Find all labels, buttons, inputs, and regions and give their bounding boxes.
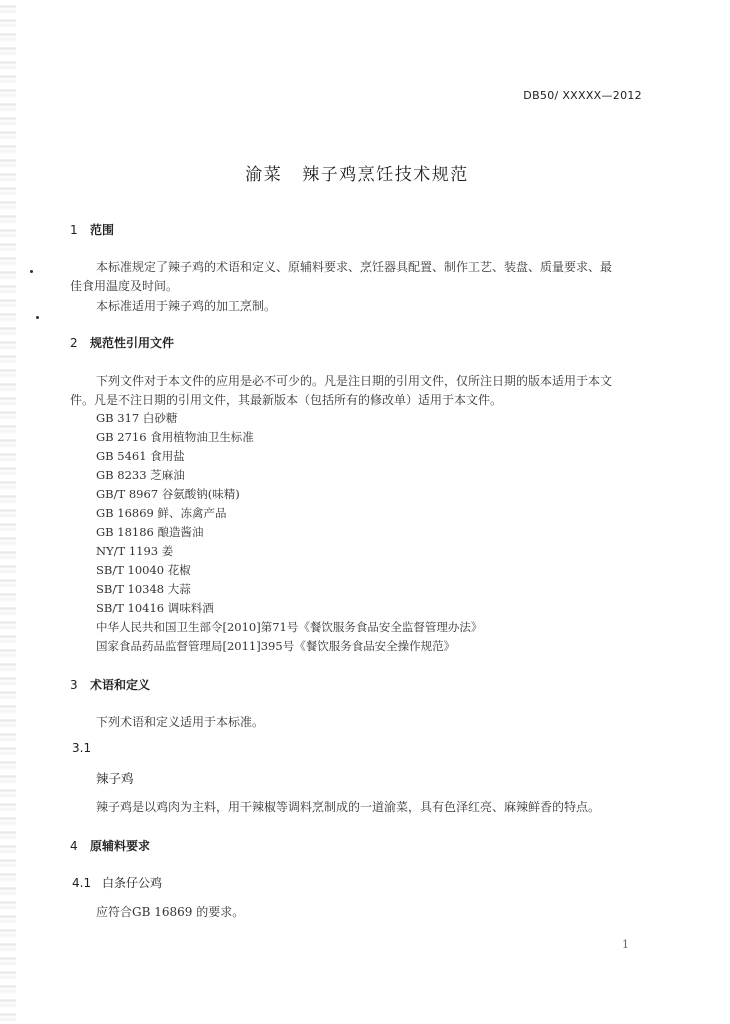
section-number: 4 [70,839,78,853]
reference-item: SB/T 10348 大蒜 [96,582,191,596]
section-number: 3 [70,678,78,692]
s1-paragraph: 本标准适用于辣子鸡的加工烹制。 [96,299,277,313]
section-title: 原辅料要求 [90,839,151,853]
reference-item: GB 16869 鲜、冻禽产品 [96,506,227,520]
reference-item: SB/T 10416 调味料酒 [96,601,214,615]
section-number: 1 [70,223,78,237]
subsection-3-1-number: 3.1 [72,741,92,755]
scan-edge-artifact [0,0,16,1024]
s2-paragraph-line: 下列文件对于本文件的应用是必不可少的。凡是注日期的引用文件，仅所注日期的版本适用于本文 [96,374,613,388]
page-title [0,160,714,185]
title-part2: 辣子鸡烹饪技术规范 [302,165,469,185]
s3-paragraph: 下列术语和定义适用于本标准。 [96,715,265,729]
s1-paragraph-line: 本标准规定了辣子鸡的术语和定义、原辅料要求、烹饪器具配置、制作工艺、装盘、质量要求、最 [96,260,613,274]
section-2-heading [70,334,174,351]
subsection-title: 白条仔公鸡 [102,876,163,890]
reference-item: GB 8233 芝麻油 [96,468,185,482]
s4-paragraph: 应符合GB 16869 的要求。 [96,905,245,919]
term-definition: 辣子鸡是以鸡肉为主料，用干辣椒等调料烹制成的一道渝菜，具有色泽红亮、麻辣鲜香的特点。 [96,800,601,814]
term-heading: 辣子鸡 [96,771,134,786]
reference-item: NY/T 1193 姜 [96,544,174,558]
reference-item: GB 2716 食用植物油卫生标准 [96,430,254,444]
reference-item: GB/T 8967 谷氨酸钠(味精) [96,487,240,501]
section-title: 范围 [90,223,115,237]
section-3-heading [70,676,150,693]
section-4-heading [70,837,150,854]
scan-speck [30,270,33,273]
section-1-heading [70,221,114,238]
reference-item: GB 18186 酿造酱油 [96,525,204,539]
reference-item: SB/T 10040 花椒 [96,563,191,577]
reference-item: 国家食品药品监督管理局[2011]395号《餐饮服务食品安全操作规范》 [96,639,456,653]
s2-paragraph-line: 件。凡是不注日期的引用文件，其最新版本（包括所有的修改单）适用于本文件。 [70,393,503,407]
section-title: 规范性引用文件 [90,336,175,350]
s1-paragraph-line: 佳食用温度及时间。 [70,279,179,293]
section-number: 2 [70,336,78,350]
reference-item: GB 317 白砂糖 [96,411,178,425]
title-part1: 渝菜 [245,165,283,185]
reference-item: GB 5461 食用盐 [96,449,185,463]
section-title: 术语和定义 [90,678,151,692]
subsection-4-1-heading [72,874,162,891]
scan-speck [36,316,39,319]
subsection-number: 4.1 [72,876,92,890]
reference-item: 中华人民共和国卫生部令[2010]第71号《餐饮服务食品安全监督管理办法》 [96,620,483,634]
doc-code: DB50/ XXXXX—2012 [523,89,642,102]
page-number: 1 [622,938,629,951]
